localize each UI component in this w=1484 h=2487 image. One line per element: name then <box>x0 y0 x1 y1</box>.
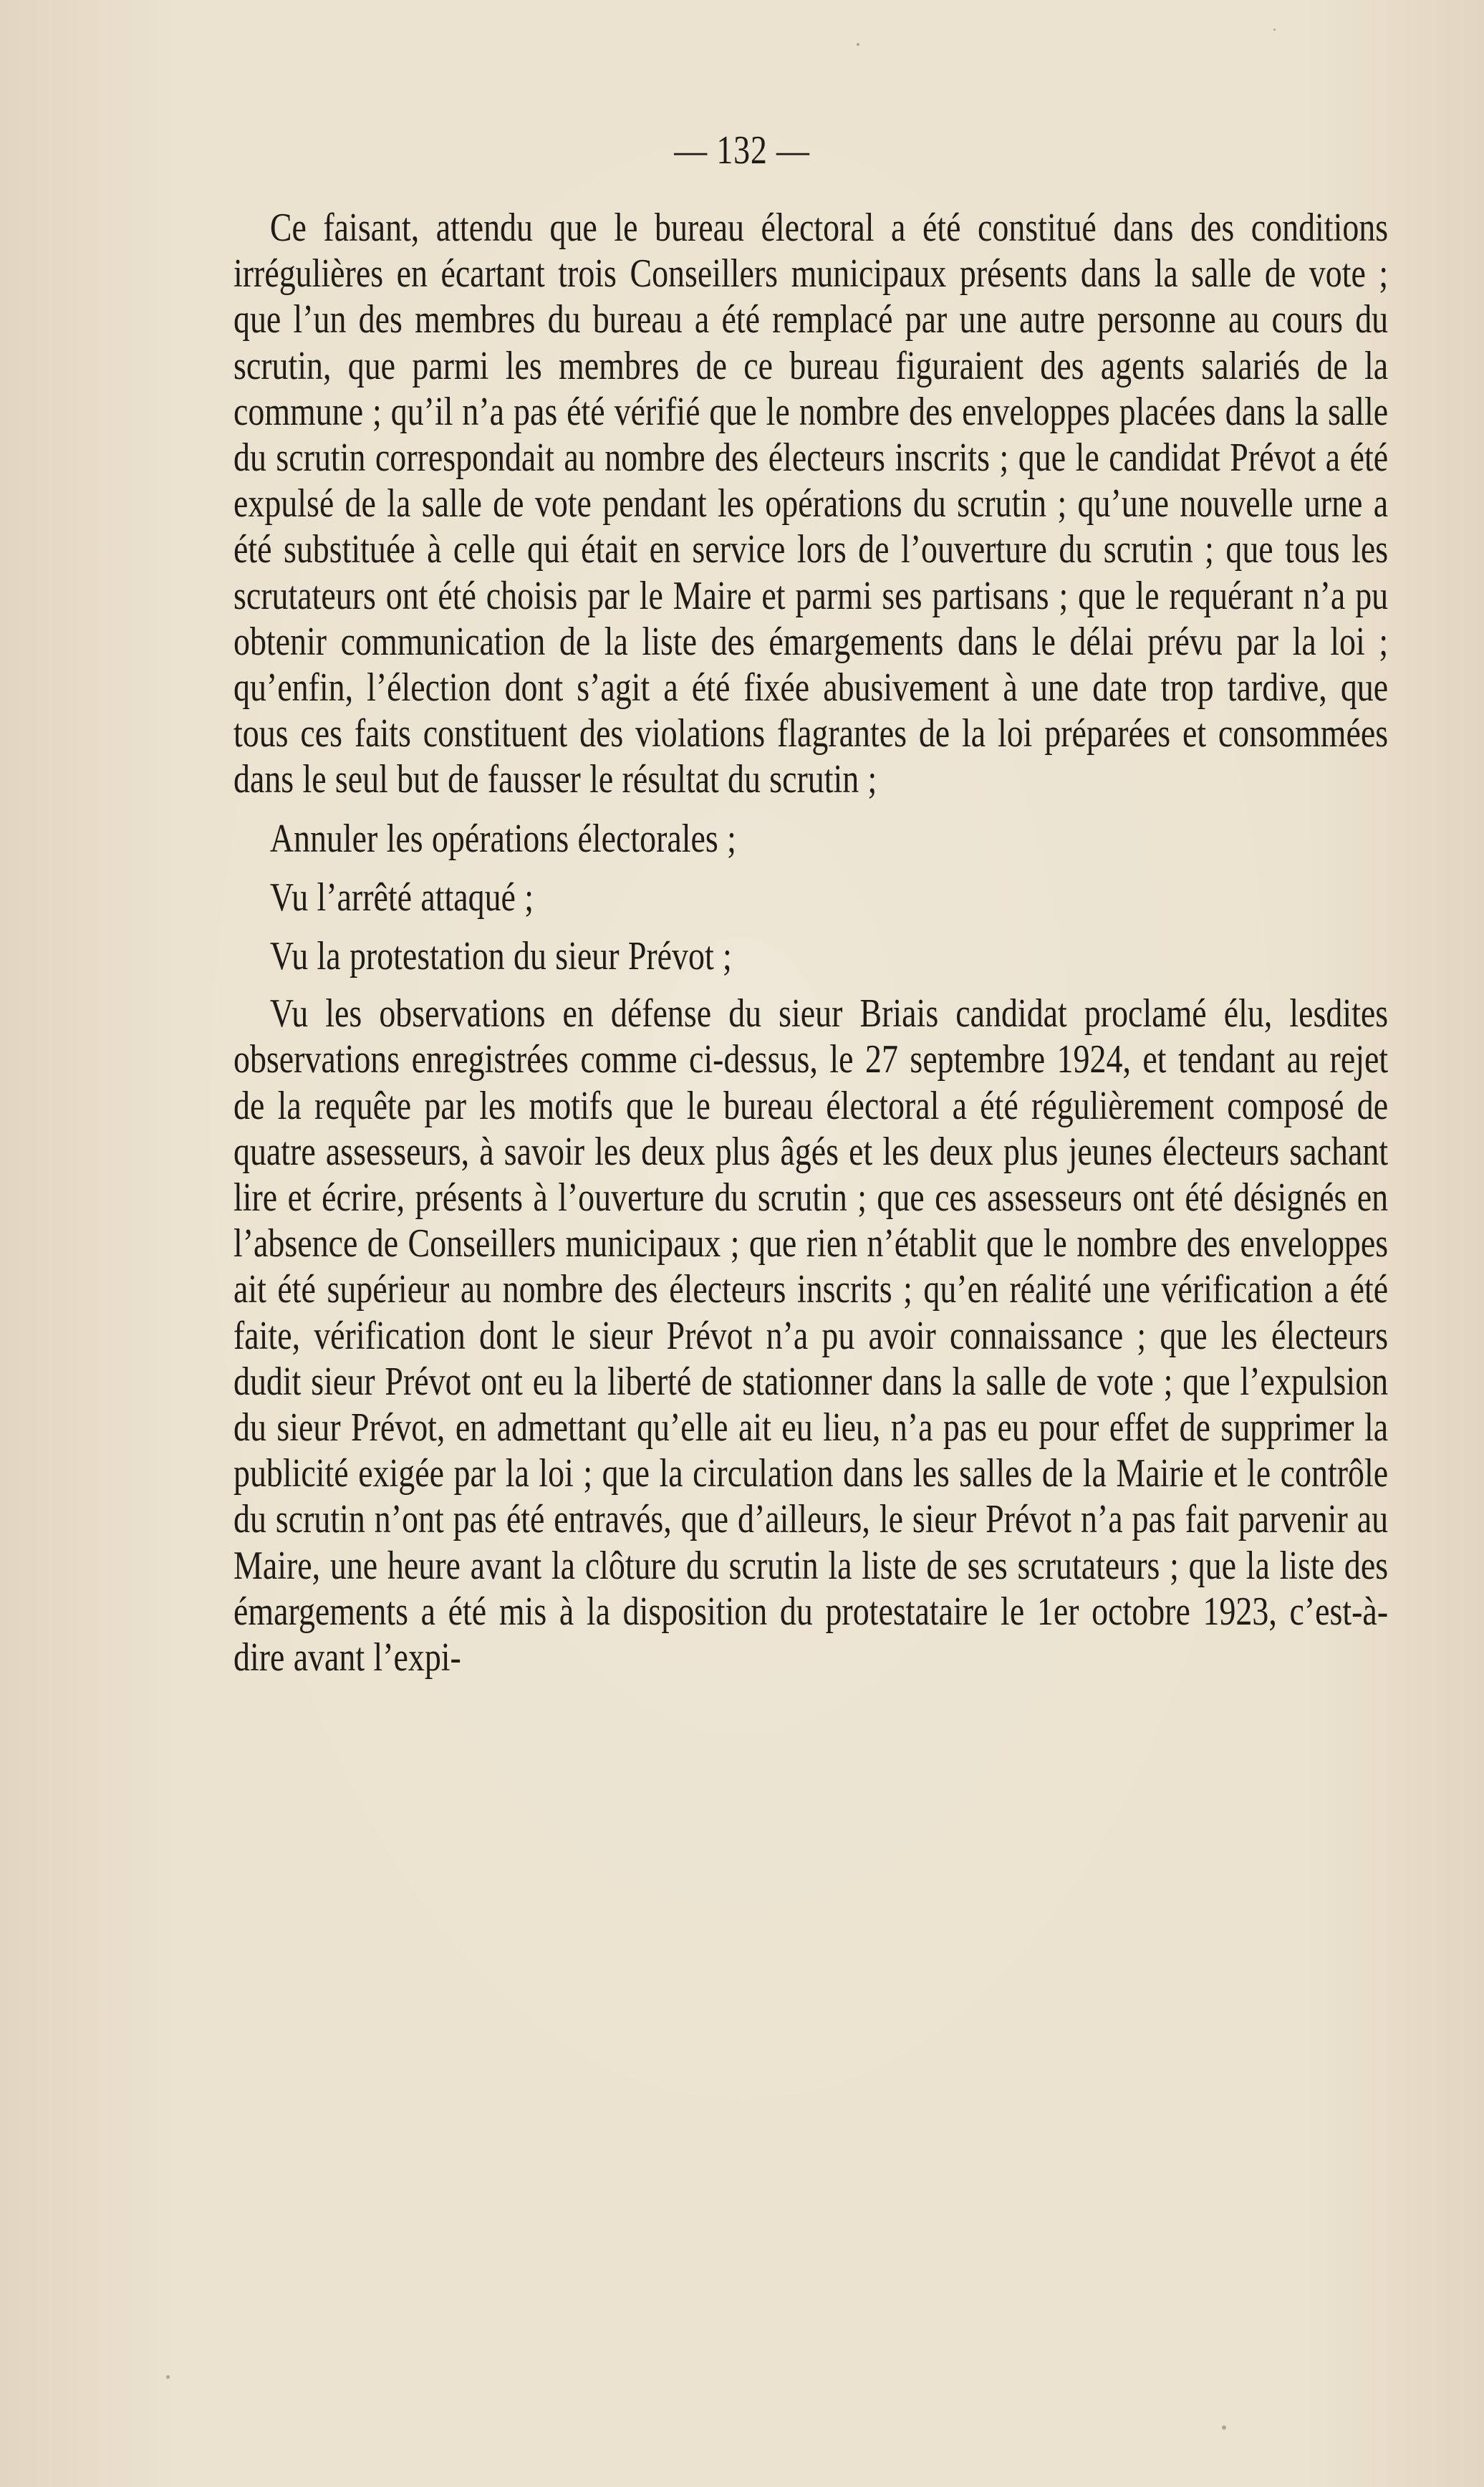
paper-speck <box>166 2375 170 2379</box>
paper-speck <box>857 43 859 46</box>
paragraph-vu-protestation: Vu la protestation du sieur Prévot ; <box>269 934 732 979</box>
paragraph-vu-observations: Vu les observations en défense du sieur Briais candidat proclamé élu, lesdites observations enregistrées comme ci-dessus, le 27 septembre 1924, et tendant au rejet de la requête par les motifs que le bureau électoral a été régulièrement composé de quatre assesseurs, à savoir les deux plus âgés et les deux plus jeunes électeurs sachant lire et écrire, présents à l’ouverture du scrutin ; que ces assesseurs ont été désignés en l’absence de Conseillers municipaux ; que rien n’établit que le nombre des enveloppes ait été supérieur au nombre des électeurs inscrits ; qu’en réalité une vérification a été faite, vérification dont le sieur Prévot n’a pu avoir connaissance ; que les électeurs dudit sieur Prévot ont eu la liberté de stationner dans la salle de vote ; que l’expulsion du sieur Prévot, en admettant qu’elle ait eu lieu, n’a pas eu pour effet de supprimer la publicité exigée par la loi ; que la circulation dans les salles de la Mairie et le contrôle du scrutin n’ont pas été entravés, que d’ailleurs, le sieur Prévot n’a pas fait parvenir au Maire, une heure avant la clôture du scrutin la liste de ses scrutateurs ; que la liste des émargements a été mis à la disposition du protestataire le 1er octobre 1923, c’est-à-dire avant l’expi- <box>233 991 1389 1680</box>
paragraph-considerations: Ce faisant, attendu que le bureau électoral a été constitué dans des conditions irrégulières en écartant trois Conseillers municipaux présents dans la salle de vote ; que l’un des membres du bureau a été remplacé par une autre personne au cours du scrutin, que parmi les membres de ce bureau figuraient des agents salariés de la commune ; qu’il n’a pas été vérifié que le nombre des enveloppes placées dans la salle du scrutin correspondait au nombre des électeurs inscrits ; que le candidat Prévot a été expulsé de la salle de vote pendant les opérations du scrutin ; qu’une nouvelle urne a été substituée à celle qui était en service lors de l’ouverture du scrutin ; que tous les scrutateurs ont été choisis par le Maire et parmi ses partisans ; que le requérant n’a pu obtenir communication de la liste des émargements dans le délai prévu par la loi ; qu’enfin, l’élection dont s’agit a été fixée abusivement à une date trop tardive, que tous ces faits constituent des violations flagrantes de la loi préparées et consommées dans le seul but de fausser le résultat du scrutin ; <box>233 206 1389 802</box>
body-text <box>233 205 1389 1680</box>
paper-speck <box>1222 2425 1226 2430</box>
page-number: — 132 — <box>674 128 810 173</box>
paper-speck <box>1273 29 1276 31</box>
paragraph-conclusion: Annuler les opérations électorales ; <box>269 816 736 861</box>
paragraph-vu-arrete: Vu l’arrêté attaqué ; <box>269 875 534 920</box>
